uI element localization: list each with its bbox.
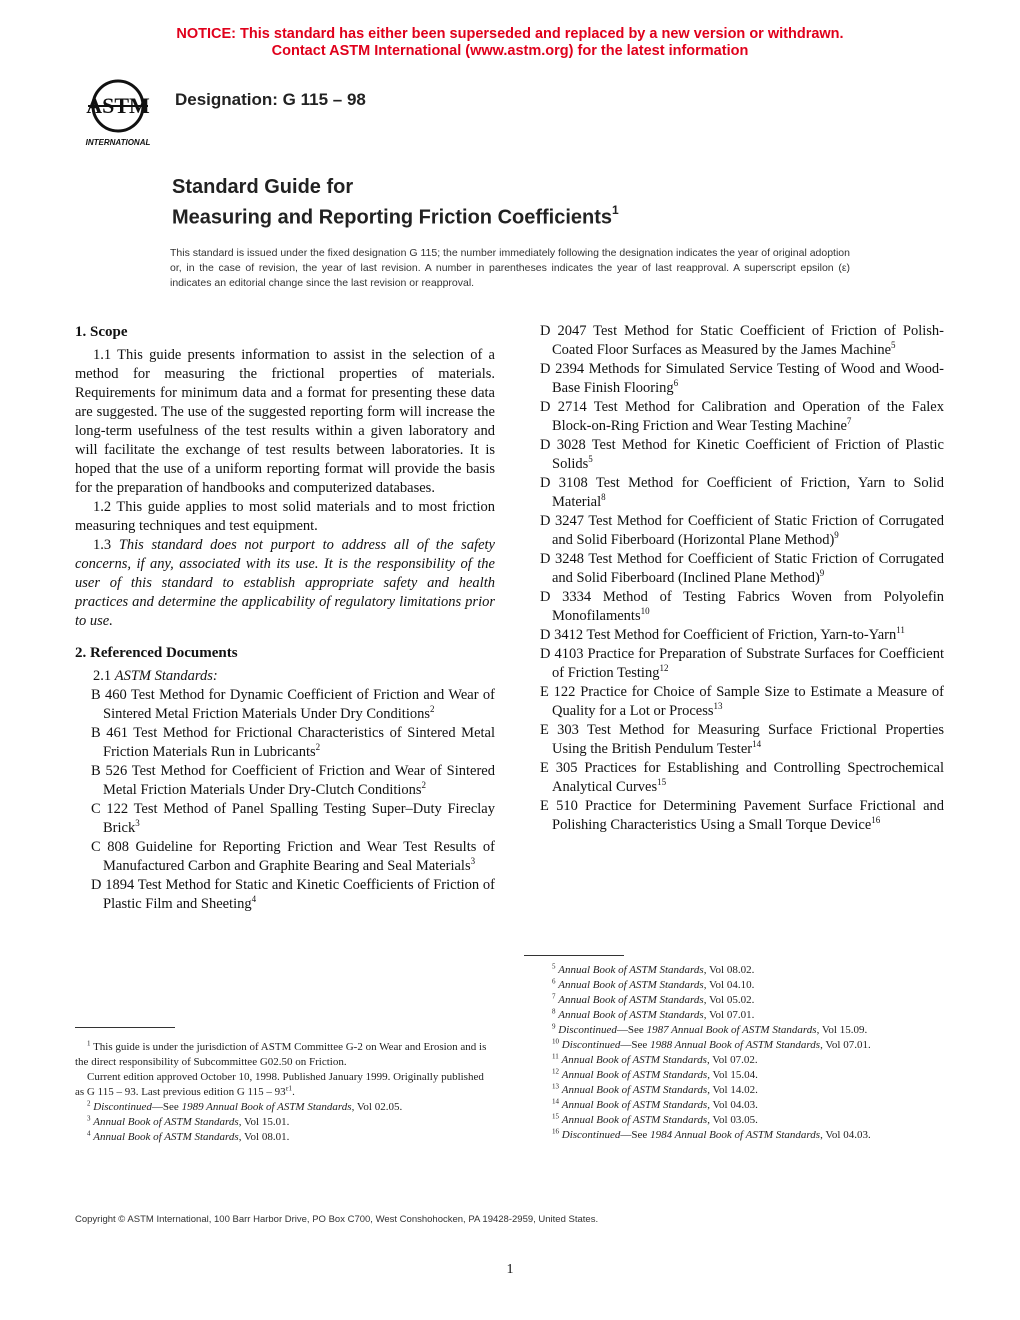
footnote-ref[interactable]: 9 xyxy=(819,568,825,579)
refs-heading: 2. Referenced Documents xyxy=(75,645,238,661)
footnotes-right xyxy=(540,963,944,1143)
astm-logo xyxy=(76,78,160,148)
issue-note: This standard is issued under the fixed designation G 115; the number immediately following the designation indicates the year of original adoption or, in the case of revision, the year of last revision. A number in parentheses indicates the year of last reapproval. A superscript epsilon (ε) indicates an editorial change since the last revision or reapproval. xyxy=(170,247,850,289)
footnote: $^{14}$ Annual Book of ASTM Standards, Vol 04.03. xyxy=(552,1097,758,1111)
reference-item: D 2714 Test Method for Calibration and Operation of the Falex Block-on-Ring Friction and Wear Testing Machine$^7$ xyxy=(540,399,944,434)
reference-item: E 510 Practice for Determining Pavement Surface Frictional and Polishing Characteristics Using a Small Torque Device$^{16}$ xyxy=(540,798,944,833)
footnote: $^{10}$ Discontinued—See 1988 Annual Book of ASTM Standards, Vol 07.01. xyxy=(552,1037,871,1051)
copyright: Copyright © ASTM International, 100 Barr Harbor Drive, PO Box C700, West Conshohocken, PA 19428-2959, United States. xyxy=(75,1214,599,1225)
footnote-ref[interactable]: 8 xyxy=(601,492,606,503)
footnote: $^4$ Annual Book of ASTM Standards, Vol 08.01. xyxy=(87,1129,290,1143)
footnotes-left xyxy=(75,1040,495,1145)
reference-item: D 4103 Practice for Preparation of Substrate Surfaces for Coefficient of Friction Testing$^{12}$ xyxy=(540,646,944,681)
footnote: $^{16}$ Discontinued—See 1984 Annual Book of ASTM Standards, Vol 04.03. xyxy=(552,1127,871,1141)
footnote-1-edition: Current edition approved October 10, 1998. Published January 1999. Originally published as G 115 – 93. Last previous edition G $115 - 93^{\varepsilon 1}$. xyxy=(75,1071,484,1098)
scope-para-3: 1.3 This standard does not purport to address all of the safety concerns, if any, associated with its use. It is the responsibility of the user of this standard to establish appropriate safety and health practices and determine the applicability of regulatory limitations prior to use. xyxy=(75,537,495,629)
footnote-ref[interactable]: 3 xyxy=(135,818,140,829)
footnote-ref[interactable]: 14 xyxy=(752,739,762,750)
scope-para-1: 1.1 This guide presents information to assist in the selection of a method for measuring the frictional properties of materials. Requirements for minimum data and a format for presenting these data are suggested. The use of the suggested reporting form will increase the long-term usefulness of the test results within a given laboratory and will facilitate the exchange of test results between laboratories. It is hoped that the use of a uniform reporting format will provide the basis for the preparation of handbooks and computerized databases. xyxy=(75,347,495,496)
footnote: $^6$ Annual Book of ASTM Standards, Vol 04.10. xyxy=(552,977,755,991)
reference-item: D 2047 Test Method for Static Coefficient of Friction of Polish-Coated Floor Surfaces as Measured by the James Machine$^5$ xyxy=(540,323,944,358)
reference-item: D 3334 Method of Testing Fabrics Woven from Polyolefin Monofilaments$^{10}$ xyxy=(540,589,944,624)
reference-item: B 460 Test Method for Dynamic Coefficient of Friction and Wear of Sintered Metal Friction Materials Under Dry Conditions$^2$ xyxy=(91,687,495,722)
footnote: $^5$ Annual Book of ASTM Standards, Vol 08.02. xyxy=(552,962,755,976)
footnote-ref[interactable]: 13 xyxy=(713,701,723,712)
reference-item: D 3247 Test Method for Coefficient of Static Friction of Corrugated and Solid Fiberboard (Horizontal Plane Method)$^9$ xyxy=(540,513,944,548)
withdrawal-notice xyxy=(0,26,1020,60)
document-title xyxy=(172,175,619,231)
footnote-ref[interactable]: 3 xyxy=(470,856,476,867)
reference-item: D 3108 Test Method for Coefficient of Friction, Yarn to Solid Material$^8$ xyxy=(540,475,944,510)
reference-item: D 2394 Methods for Simulated Service Testing of Wood and Wood-Base Finish Flooring$^6$ xyxy=(540,361,944,396)
refs-list-right xyxy=(540,322,944,835)
notice-line-2: Contact ASTM International (www.astm.org) for the latest information xyxy=(271,43,749,59)
reference-item: D 3412 Test Method for Coefficient of Friction, Yarn-to-Yarn$^{11}$ xyxy=(540,625,905,643)
reference-item: C 122 Test Method of Panel Spalling Testing Super–Duty Fireclay Brick$^3$ xyxy=(91,801,495,836)
footnote-ref[interactable]: 6 xyxy=(673,378,679,389)
scope-para-2: 1.2 This guide applies to most solid materials and to most friction measuring techniques and test equipment. xyxy=(75,499,495,534)
reference-item: D 3248 Test Method for Coefficient of Static Friction of Corrugated and Solid Fiberboard (Inclined Plane Method)$^9$ xyxy=(540,551,944,586)
logo-text: ASTM xyxy=(86,93,150,118)
footnote: $^{13}$ Annual Book of ASTM Standards, Vol 14.02. xyxy=(552,1082,758,1096)
footnote-ref[interactable]: 2 xyxy=(430,704,435,715)
scope-heading: 1. Scope xyxy=(75,324,128,340)
footnote: $^{15}$ Annual Book of ASTM Standards, Vol 03.05. xyxy=(552,1112,758,1126)
reference-item: C 808 Guideline for Reporting Friction and Wear Test Results of Manufactured Carbon and Graphite Bearing and Seal Materials$^3$ xyxy=(91,839,495,874)
footnote-rule-left xyxy=(75,1027,175,1028)
footnote-ref[interactable]: 4 xyxy=(251,894,257,905)
footnote-ref[interactable]: 11 xyxy=(896,625,905,636)
refs-list-left xyxy=(75,686,495,914)
right-column xyxy=(540,322,944,835)
footnote: $^3$ Annual Book of ASTM Standards, Vol 15.01. xyxy=(87,1114,290,1128)
footnote-ref[interactable]: 9 xyxy=(834,530,839,541)
reference-item: E 305 Practices for Establishing and Controlling Spectrochemical Analytical Curves$^{15}$ xyxy=(540,760,944,795)
reference-item: E 122 Practice for Choice of Sample Size to Estimate a Measure of Quality for a Lot or Process$^{13}$ xyxy=(540,684,944,719)
footnote: $^9$ Discontinued—See 1987 Annual Book of ASTM Standards, Vol 15.09. xyxy=(552,1022,868,1036)
reference-item: D 3028 Test Method for Kinetic Coefficient of Friction of Plastic Solids$^5$ xyxy=(540,437,944,472)
footnote: $^2$ Discontinued—See 1989 Annual Book of ASTM Standards, Vol 02.05. xyxy=(87,1099,403,1113)
footnote: $^{12}$ Annual Book of ASTM Standards, Vol 15.04. xyxy=(552,1067,758,1081)
footnote: $^8$ Annual Book of ASTM Standards, Vol 07.01. xyxy=(552,1007,755,1021)
footnote-ref[interactable]: 5 xyxy=(588,454,593,465)
refs-subheading: 2.1 ASTM Standards: xyxy=(93,668,218,684)
notice-line-1: NOTICE: This standard has either been superseded and replaced by a new version or withdrawn. xyxy=(176,26,844,42)
reference-item: E 303 Test Method for Measuring Surface Frictional Properties Using the British Pendulum Tester$^{14}$ xyxy=(540,722,944,757)
footnote-ref[interactable]: 2 xyxy=(421,780,427,791)
footnote-ref[interactable]: 7 xyxy=(846,416,852,427)
page-number: 1 xyxy=(506,1262,514,1277)
footnote-ref[interactable]: 5 xyxy=(891,340,896,351)
title-line-1: Standard Guide for xyxy=(172,176,354,198)
footnote-ref[interactable]: 12 xyxy=(659,663,669,674)
footnote-ref[interactable]: 2 xyxy=(315,742,321,753)
logo-subtext: INTERNATIONAL xyxy=(85,138,151,147)
footnote-ref[interactable]: 15 xyxy=(657,777,667,788)
reference-item: B 461 Test Method for Frictional Characteristics of Sintered Metal Friction Materials Run in Lubricants$^2$ xyxy=(91,725,495,760)
designation: Designation: G 115 – 98 xyxy=(175,90,366,109)
footnote-1: $^1$ This guide is under the jurisdiction of ASTM Committee G-2 on Wear and Erosion and is the direct responsibility of Subcommittee G02.50 on Friction. xyxy=(75,1039,487,1068)
title-footnote-ref[interactable]: 1 xyxy=(612,203,619,217)
title-line-2: Measuring and Reporting Friction Coefficients$^1$ xyxy=(172,203,619,229)
left-column xyxy=(75,322,495,914)
footnote-ref[interactable]: 16 xyxy=(871,815,881,826)
footnote-rule-right xyxy=(524,955,624,956)
reference-item: D 1894 Test Method for Static and Kinetic Coefficients of Friction of Plastic Film and Sheeting$^4$ xyxy=(91,877,495,912)
footnote: $^7$ Annual Book of ASTM Standards, Vol 05.02. xyxy=(552,992,755,1006)
footnote: $^{11}$ Annual Book of ASTM Standards, Vol 07.02. xyxy=(552,1052,758,1066)
footnote-ref[interactable]: 10 xyxy=(640,606,650,617)
reference-item: B 526 Test Method for Coefficient of Friction and Wear of Sintered Metal Friction Materials Under Dry-Clutch Conditions$^2$ xyxy=(91,763,495,798)
